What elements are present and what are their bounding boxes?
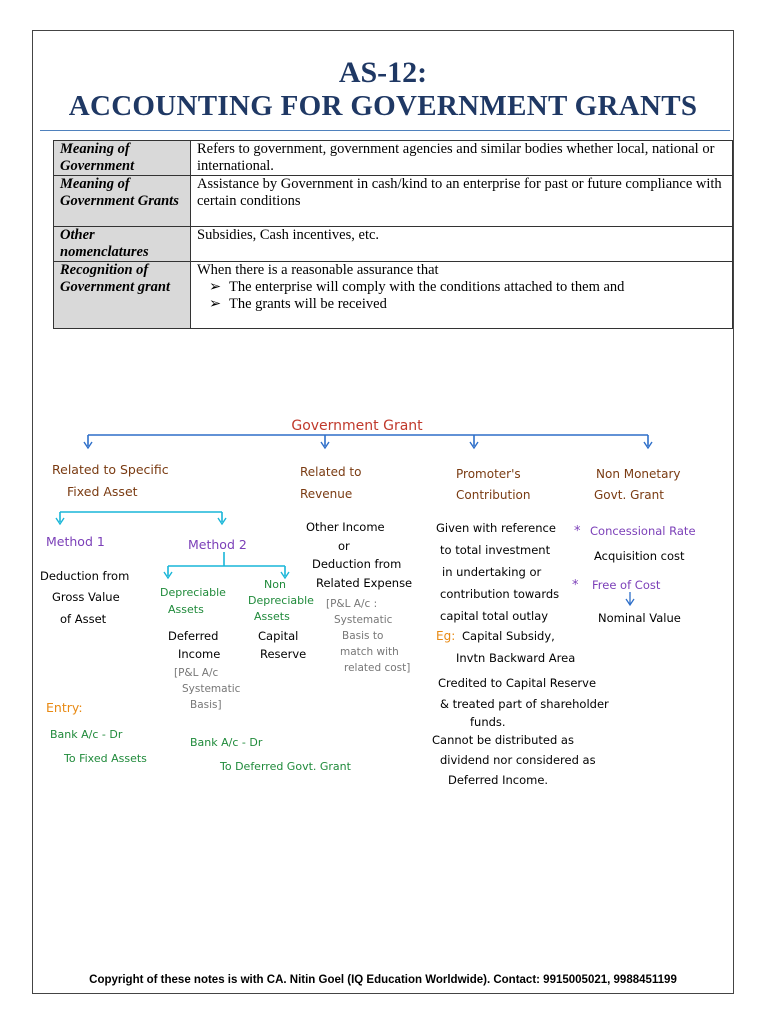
credit-text: & treated part of shareholder bbox=[440, 697, 609, 711]
method2-bracket-line bbox=[168, 552, 285, 576]
row-key: Other nomenclatures bbox=[54, 227, 191, 262]
row-key: Meaning of Government bbox=[54, 141, 191, 176]
free-of-cost-value: Nominal Value bbox=[598, 611, 681, 625]
entry2-text: Bank A/c - Dr bbox=[190, 736, 263, 749]
col3-text: Given with reference bbox=[436, 521, 556, 535]
table-row bbox=[54, 227, 733, 262]
row-key: Recognition of Government grant bbox=[54, 262, 191, 329]
title-underline bbox=[40, 130, 730, 131]
deferred-income-note: Basis] bbox=[190, 699, 222, 711]
table-row bbox=[54, 141, 733, 176]
example-text: Capital Subsidy, bbox=[462, 629, 555, 643]
col1-title: Related to Specific bbox=[52, 462, 169, 477]
row-key: Meaning of Government Grants bbox=[54, 176, 191, 227]
credit-text: funds. bbox=[470, 715, 506, 729]
credit-text: Credited to Capital Reserve bbox=[438, 676, 597, 690]
col2-note: [P&L A/c : bbox=[326, 598, 378, 610]
distribution-text: Cannot be distributed as bbox=[432, 733, 574, 747]
bullet-list bbox=[197, 279, 726, 313]
non-depreciable-label: Depreciable bbox=[248, 594, 314, 607]
list-item: ➢ The grants will be received bbox=[229, 296, 726, 313]
arrow-head bbox=[56, 518, 226, 524]
col2-text: Related Expense bbox=[316, 576, 413, 590]
capital-reserve-text: Reserve bbox=[260, 647, 307, 661]
copyright-footer: Copyright of these notes is with CA. Nitin Goel (IQ Education Worldwide). Contact: 9915005021, 9988451199 bbox=[89, 974, 677, 986]
row-value: Subsidies, Cash incentives, etc. bbox=[191, 227, 733, 262]
definitions-table bbox=[53, 140, 733, 329]
entry2-text: To Deferred Govt. Grant bbox=[220, 760, 351, 773]
method1-label: Method 1 bbox=[46, 534, 105, 549]
table-row bbox=[54, 262, 733, 329]
col2-note: related cost] bbox=[344, 662, 411, 674]
concessional-rate-value: Acquisition cost bbox=[594, 549, 685, 563]
col3-title: Contribution bbox=[456, 488, 531, 502]
table-row bbox=[54, 176, 733, 227]
row-value: Assistance by Government in cash/kind to an enterprise for past or future compliance with certain conditions bbox=[191, 176, 733, 227]
col3-text: capital total outlay bbox=[440, 609, 549, 623]
deferred-income-note: [P&L A/c bbox=[174, 667, 219, 679]
col1-title: Fixed Asset bbox=[67, 484, 138, 499]
row-value-text: When there is a reasonable assurance that bbox=[197, 262, 439, 278]
concessional-rate-label: Concessional Rate bbox=[590, 524, 696, 538]
non-depreciable-label: Assets bbox=[254, 610, 290, 623]
method1-text: Deduction from bbox=[40, 569, 130, 583]
deferred-income-text: Deferred bbox=[168, 629, 219, 643]
example-label: Eg: bbox=[436, 629, 456, 643]
entry-label: Entry: bbox=[46, 700, 83, 715]
col2-title: Revenue bbox=[300, 487, 353, 501]
row-value bbox=[191, 262, 733, 329]
method1-text: Gross Value bbox=[52, 590, 120, 604]
col3-title: Promoter's bbox=[456, 467, 521, 481]
free-of-cost-label: Free of Cost bbox=[592, 578, 661, 592]
col4-title: Non Monetary bbox=[596, 467, 681, 481]
col2-text: Other Income bbox=[306, 520, 385, 534]
col3-text: to total investment bbox=[440, 543, 551, 557]
entry1-text: To Fixed Assets bbox=[64, 752, 147, 765]
non-depreciable-label: Non bbox=[264, 578, 286, 591]
arrow-head bbox=[626, 592, 634, 605]
method-bracket-line bbox=[60, 512, 222, 522]
col3-text: in undertaking or bbox=[442, 565, 542, 579]
col2-text: Deduction from bbox=[312, 557, 402, 571]
col2-note: match with bbox=[340, 646, 399, 658]
entry1-text: Bank A/c - Dr bbox=[50, 728, 123, 741]
col2-title: Related to bbox=[300, 465, 362, 479]
page-title-line2: ACCOUNTING FOR GOVERNMENT GRANTS bbox=[68, 90, 698, 122]
method1-text: of Asset bbox=[60, 612, 107, 626]
method2-label: Method 2 bbox=[188, 537, 247, 552]
star-icon: * bbox=[572, 578, 579, 593]
diagram-root-label: Government Grant bbox=[291, 418, 423, 434]
arrow-head bbox=[84, 442, 652, 448]
col2-text: or bbox=[338, 539, 350, 553]
capital-reserve-text: Capital bbox=[258, 629, 299, 643]
distribution-text: dividend nor considered as bbox=[440, 753, 596, 767]
government-grant-diagram bbox=[0, 400, 768, 800]
list-item: ➢ The enterprise will comply with the conditions attached to them and bbox=[229, 279, 726, 296]
col3-text: contribution towards bbox=[440, 587, 560, 601]
deferred-income-note: Systematic bbox=[182, 683, 241, 695]
row-value: Refers to government, government agencies and similar bodies whether local, national or international. bbox=[191, 141, 733, 176]
distribution-text: Deferred Income. bbox=[448, 773, 549, 787]
page-title-line1: AS-12: bbox=[338, 56, 428, 89]
col2-note: Basis to bbox=[342, 630, 384, 642]
root-bracket-line bbox=[88, 435, 648, 446]
col4-title: Govt. Grant bbox=[594, 488, 664, 502]
depreciable-label: Assets bbox=[168, 603, 204, 616]
example-text: Invtn Backward Area bbox=[456, 651, 576, 665]
depreciable-label: Depreciable bbox=[160, 586, 226, 599]
star-icon: * bbox=[574, 524, 581, 539]
deferred-income-text: Income bbox=[178, 647, 221, 661]
col2-note: Systematic bbox=[334, 614, 393, 626]
